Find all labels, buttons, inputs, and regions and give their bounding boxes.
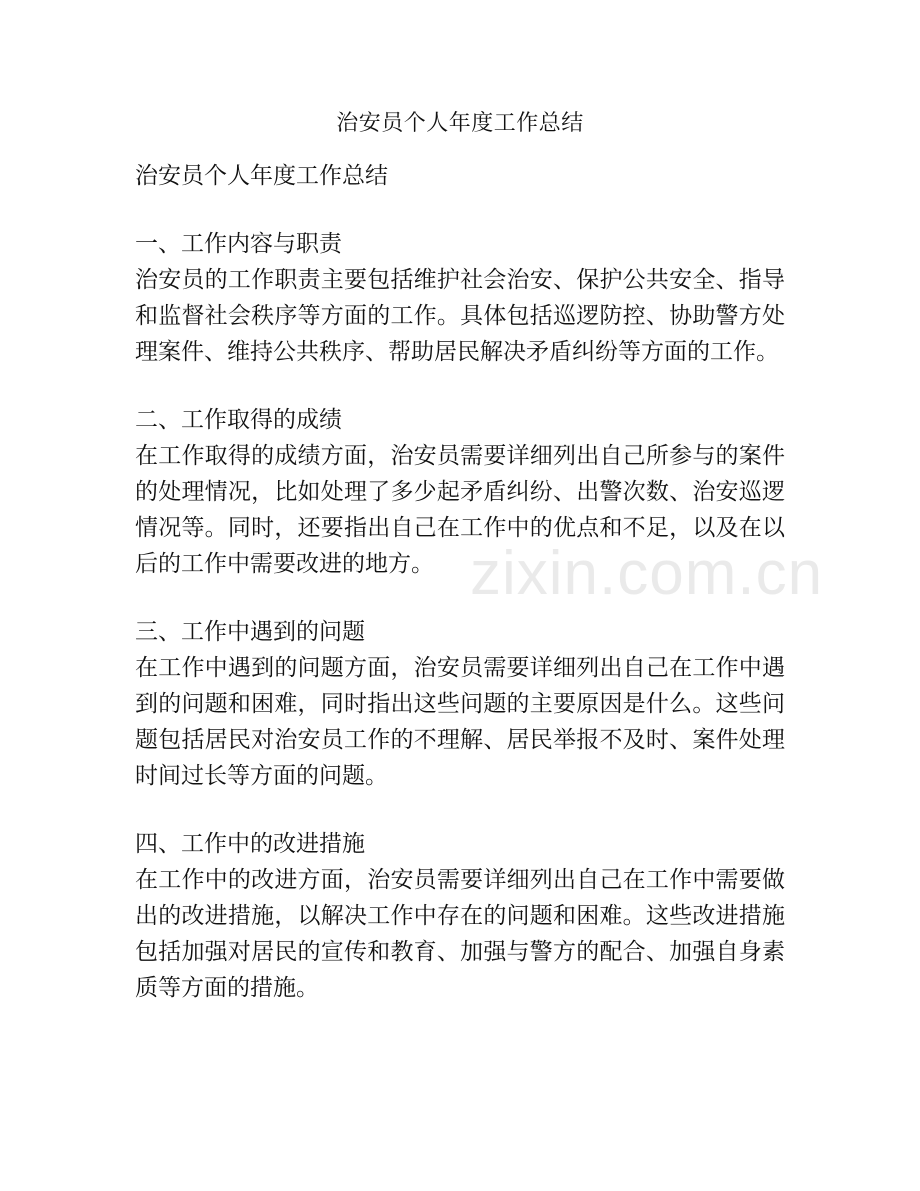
- section-heading-3: 三、工作中遇到的问题: [135, 619, 365, 645]
- paragraph-gap: [135, 582, 785, 614]
- watermark-text: zixin.com.cn: [470, 539, 824, 608]
- paragraph-gap: [135, 794, 785, 826]
- document-body: [135, 158, 785, 1006]
- section-heading-1: 一、工作内容与职责: [135, 231, 342, 257]
- section-heading-2: 二、工作取得的成绩: [135, 407, 342, 433]
- section-body-3: 在工作中遇到的问题方面，治安员需要详细列出自己在工作中遇到的问题和困难，同时指出这些问题的主要原因是什么。这些问题包括居民对治安员工作的不理解、居民举报不及时、案件处理时间过长等方面的问题。: [135, 655, 785, 789]
- section-body-1: 治安员的工作职责主要包括维护社会治安、保护公共安全、指导和监督社会秩序等方面的工作。具体包括巡逻防控、协助警方处理案件、维持公共秩序、帮助居民解决矛盾纠纷等方面的工作。: [135, 267, 785, 365]
- section-body-2: 在工作取得的成绩方面，治安员需要详细列出自己所参与的案件的处理情况，比如处理了多少起矛盾纠纷、出警次数、治安巡逻情况等。同时，还要指出自己在工作中的优点和不足，以及在以后的工作中需要改进的地方。: [135, 443, 785, 577]
- section-body-4: 在工作中的改进方面，治安员需要详细列出自己在工作中需要做出的改进措施，以解决工作中存在的问题和困难。这些改进措施包括加强对居民的宣传和教育、加强与警方的配合、加强自身素质等方面的措施。: [135, 867, 785, 1001]
- document-subtitle: 治安员个人年度工作总结: [135, 163, 388, 189]
- section-heading-4: 四、工作中的改进措施: [135, 831, 365, 857]
- paragraph-gap: [135, 370, 785, 402]
- paragraph-gap: [135, 194, 785, 226]
- document-title: 治安员个人年度工作总结: [336, 111, 584, 136]
